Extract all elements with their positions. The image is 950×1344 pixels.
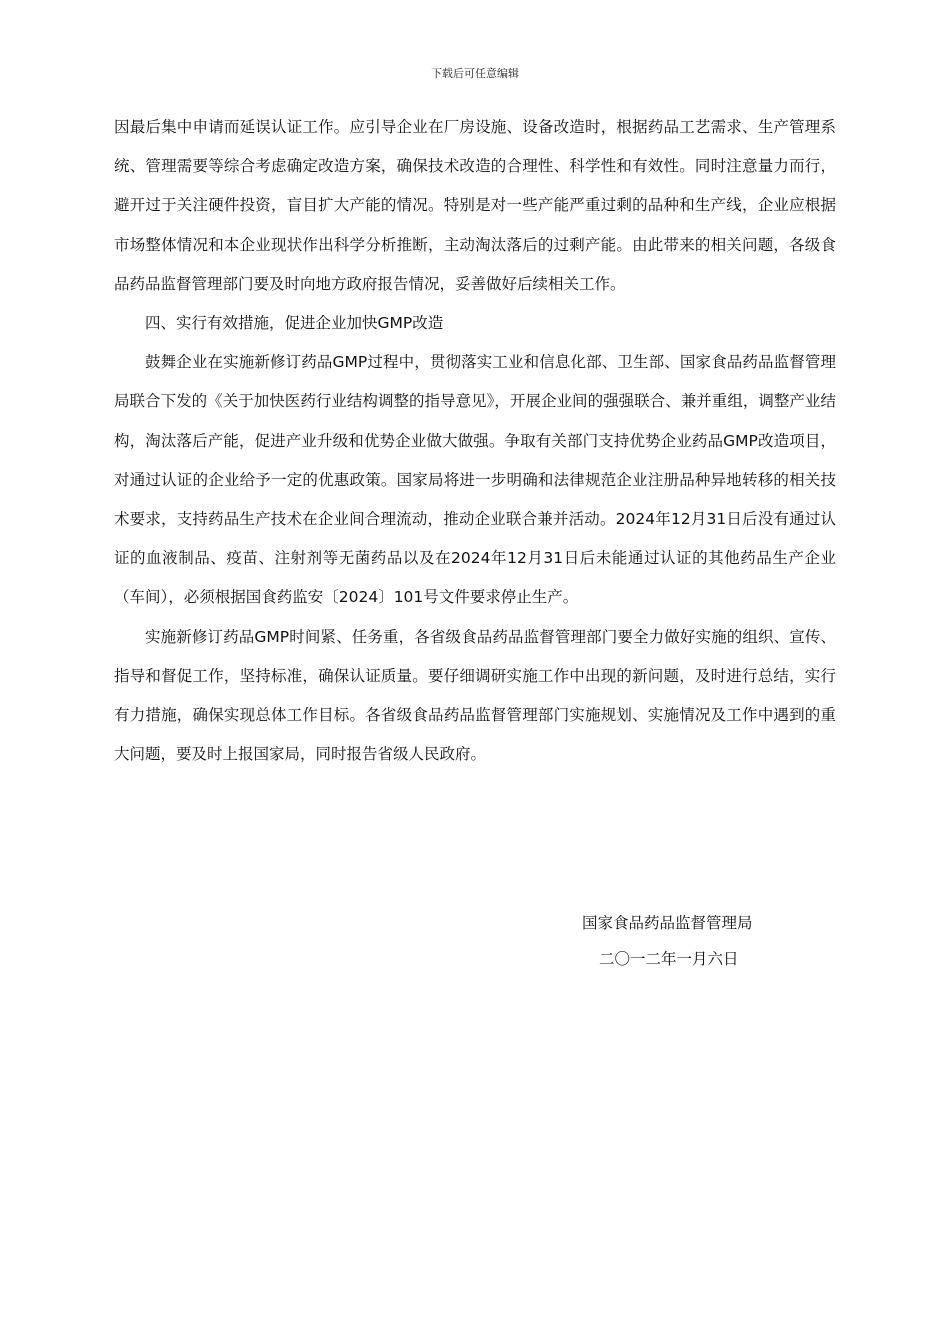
document-body	[114, 108, 836, 774]
paragraph: 实施新修订药品GMP时间紧、任务重，各省级食品药品监督管理部门要全力做好实施的组织、宣传、指导和督促工作，坚持标准，确保认证质量。要仔细调研实施工作中出现的新问题，及时进行总结，实行有力措施，确保实现总体工作目标。各省级食品药品监督管理部门实施规划、实施情况及工作中遇到的重大问题，要及时上报国家局，同时报告省级人民政府。	[114, 627, 836, 764]
section-heading: 四、实行有效措施，促进企业加快GMP改造	[145, 314, 444, 333]
paragraph: 鼓舞企业在实施新修订药品GMP过程中，贯彻落实工业和信息化部、卫生部、国家食品药品监督管理局联合下发的《关于加快医药行业结构调整的指导意见》，开展企业间的强强联合、兼并重组，调整产业结构，淘汰落后产能，促进产业升级和优势企业做大做强。争取有关部门支持优势企业药品GMP改造项目，对通过认证的企业给予一定的优惠政策。国家局将进一步明确和法律规范企业注册品种异地转移的相关技术要求，支持药品生产技术在企业间合理流动，推动企业联合兼并活动。2024年12月31日后没有通过认证的血液制品、疫苗、注射剂等无菌药品以及在2024年12月31日后未能通过认证的其他药品生产企业（车间），必须根据国食药监安〔2024〕101号文件要求停止生产。	[114, 353, 836, 607]
paragraph-continued: 因最后集中申请而延误认证工作。应引导企业在厂房设施、设备改造时，根据药品工艺需求、生产管理系统、管理需要等综合考虑确定改造方案，确保技术改造的合理性、科学性和有效性。同时注意量力而行，避开过于关注硬件投资，盲目扩大产能的情况。特别是对一些产能严重过剩的品种和生产线，企业应根据市场整体情况和本企业现状作出科学分析推断，主动淘汰落后的过剩产能。由此带来的相关问题，各级食品药品监督管理部门要及时向地方政府报告情况，妥善做好后续相关工作。	[114, 118, 836, 293]
signature-block	[560, 905, 790, 977]
issue-date: 二〇一二年一月六日	[599, 950, 739, 968]
issuing-organization: 国家食品药品监督管理局	[582, 914, 753, 932]
page-header: 下载后可任意编辑	[431, 67, 519, 80]
